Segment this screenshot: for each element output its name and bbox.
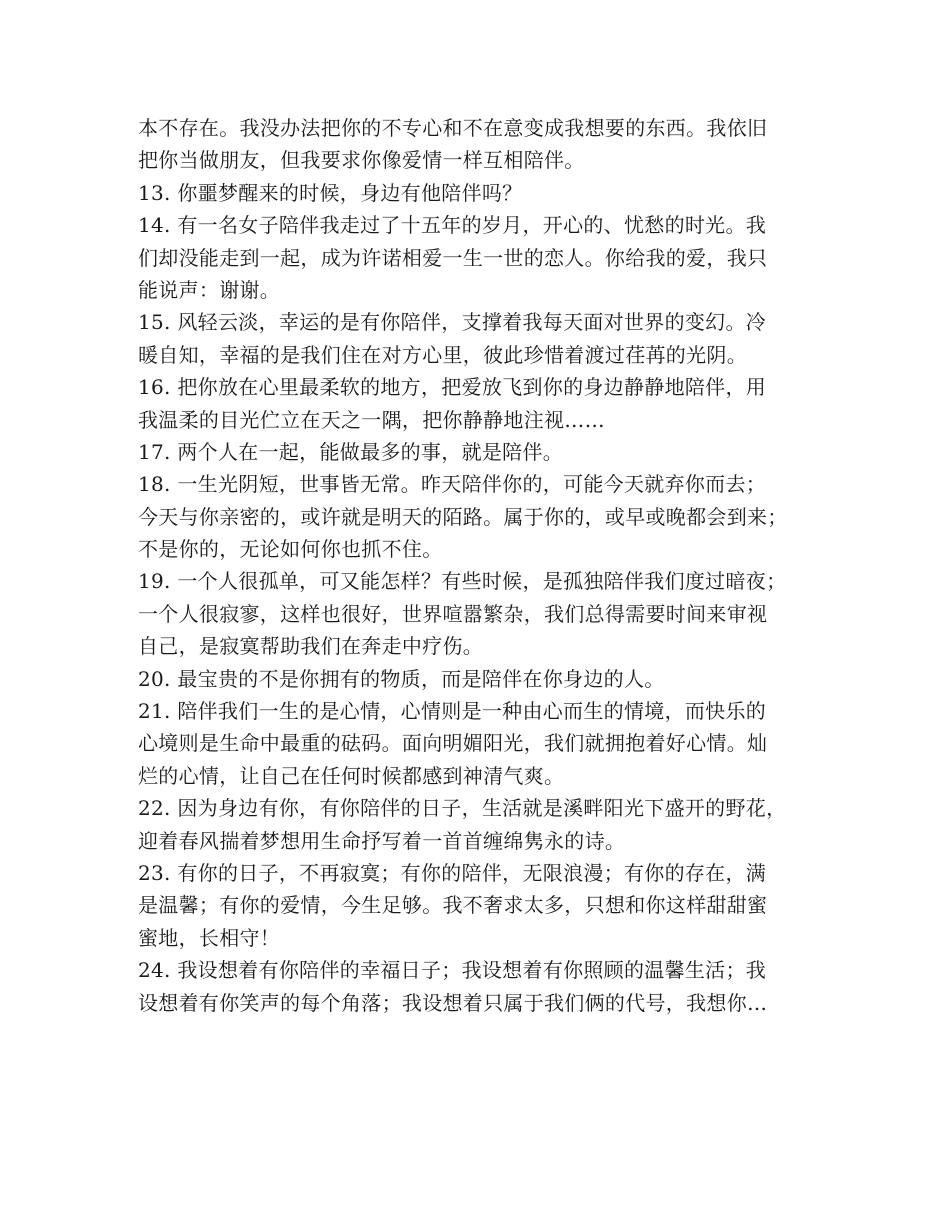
text-line: 17. 两个人在一起，能做最多的事，就是陪伴。 [138,439,564,464]
text-line: 是温馨；有你的爱情，今生足够。我不奢求太多，只想和你这样甜甜蜜 [138,893,768,918]
text-line: 19. 一个人很孤单，可又能怎样？有些时候，是孤独陪伴我们度过暗夜； [138,569,787,594]
text-line: 14. 有一名女子陪伴我走过了十五年的岁月，开心的、忧愁的时光。我 [138,213,767,238]
text-line: 16. 把你放在心里最柔软的地方，把爱放飞到你的身边静静地陪伴，用 [138,375,767,400]
text-line: 本不存在。我没办法把你的不专心和不在意变成我想要的东西。我依旧 [138,116,768,140]
text-line: 烂的心情，让自己在任何时候都感到神清气爽。 [138,763,565,788]
text-line: 迎着春风揣着梦想用生命抒写着一首首缠绵隽永的诗。 [138,828,626,853]
document-body [138,112,818,1019]
text-line: 能说声：谢谢。 [138,277,281,302]
text-line: 蜜地，长相守！ [138,925,281,950]
text-line: 不是你的，无论如何你也抓不住。 [138,537,443,562]
text-line: 我温柔的目光伫立在天之一隅，把你静静地注视…… [138,407,605,432]
text-line: 设想着有你笑声的每个角落；我设想着只属于我们俩的代号，我想你… [138,990,768,1015]
text-line: 一个人很寂寥，这样也很好，世界喧嚣繁杂，我们总得需要时间来审视 [138,601,768,626]
text-line: 24. 我设想着有你陪伴的幸福日子；我设想着有你照顾的温馨生活；我 [138,958,767,983]
text-line: 18. 一生光阴短，世事皆无常。昨天陪伴你的，可能今天就弃你而去； [138,472,767,497]
text-line: 15. 风轻云淡，幸运的是有你陪伴，支撑着我每天面对世界的变幻。冷 [138,310,767,335]
text-line: 22. 因为身边有你，有你陪伴的日子，生活就是溪畔阳光下盛开的野花， [138,796,787,821]
text-line: 21. 陪伴我们一生的是心情，心情则是一种由心而生的情境，而快乐的 [138,699,767,724]
text-line: 把你当做朋友，但我要求你像爱情一样互相陪伴。 [138,148,585,173]
text-line: 今天与你亲密的，或许就是明天的陌路。属于你的，或早或晚都会到来； [138,504,788,529]
text-line: 们却没能走到一起，成为许诺相爱一生一世的恋人。你给我的爱，我只 [138,245,768,270]
text-line: 23. 有你的日子，不再寂寞；有你的陪伴，无限浪漫；有你的存在，满 [138,860,767,885]
text-line: 自己，是寂寞帮助我们在奔走中疗伤。 [138,634,484,659]
text-line: 暖自知，幸福的是我们住在对方心里，彼此珍惜着渡过荏苒的光阴。 [138,342,747,367]
text-line: 20. 最宝贵的不是你拥有的物质，而是陪伴在你身边的人。 [138,666,665,691]
text-line: 13. 你噩梦醒来的时候，身边有他陪伴吗？ [138,180,523,205]
text-line: 心境则是生命中最重的砝码。面向明媚阳光，我们就拥抱着好心情。灿 [138,731,768,756]
